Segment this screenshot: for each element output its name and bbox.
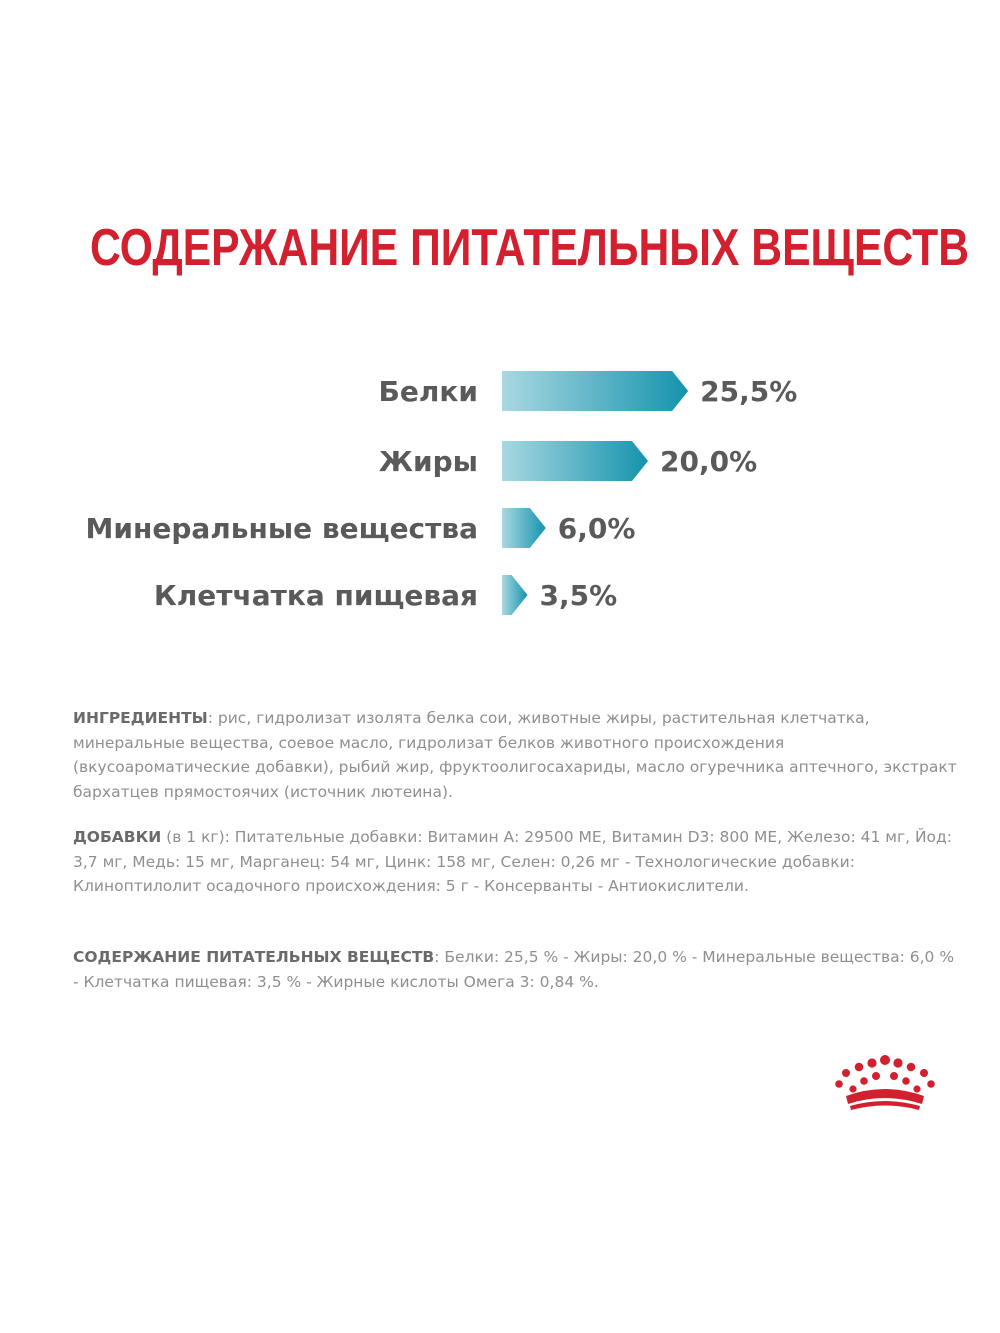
bar-value-label-0: 25,5%	[700, 375, 798, 408]
bar-value-label-1: 20,0%	[660, 445, 758, 478]
bar-value-label-3: 3,5%	[539, 579, 618, 612]
bar-0	[502, 371, 688, 411]
bar-label-3: Клетчатка пищевая	[153, 579, 478, 612]
bar-2	[502, 508, 546, 548]
bar-label-2: Минеральные вещества	[85, 512, 478, 545]
bar-1	[502, 441, 648, 481]
additives-block	[73, 825, 958, 899]
bar-label-0: Белки	[378, 375, 478, 408]
crown-logo	[832, 1052, 938, 1114]
bar-label-1: Жиры	[378, 445, 478, 478]
bar-3	[502, 575, 528, 615]
nutrients-text: : Белки: 25,5 % - Жиры: 20,0 % - Минеральные вещества: 6,0 % - Клетчатка пищевая: 3,5 % - Жирные кислоты Омега 3: 0,84 %.	[73, 948, 955, 991]
page-title: СОДЕРЖАНИЕ ПИТАТЕЛЬНЫХ ВЕЩЕСТВ	[90, 219, 970, 277]
ingredients-block	[73, 706, 958, 804]
ingredients-heading: ИНГРЕДИЕНТЫ	[73, 709, 208, 727]
nutrients-heading: СОДЕРЖАНИЕ ПИТАТЕЛЬНЫХ ВЕЩЕСТВ	[73, 948, 435, 966]
additives-heading: ДОБАВКИ	[73, 828, 162, 846]
ingredients-text: : рис, гидролизат изолята белка сои, животные жиры, растительная клетчатка, минеральные вещества, соевое масло, гидролизат белков животного происхождения (вкусоароматические добавки), рыбий жир, фруктоолигосахариды, масло огуречника аптечного, экстракт бархатцев прямостоячих (источник лютеина).	[73, 709, 957, 801]
nutrients-block	[73, 945, 958, 994]
nutrient-bar-chart	[0, 0, 1000, 660]
bar-value-label-2: 6,0%	[557, 512, 636, 545]
additives-text: (в 1 кг): Питательные добавки: Витамин А: 29500 МЕ, Витамин D3: 800 МЕ, Железо: 41 мг, Йод: 3,7 мг, Медь: 15 мг, Марганец: 54 мг, Цинк: 158 мг, Селен: 0,26 мг - Технологические добавки: Клиноптилолит осадочного происхождения: 5 г - Консерванты - Антиокислители.	[73, 828, 952, 895]
